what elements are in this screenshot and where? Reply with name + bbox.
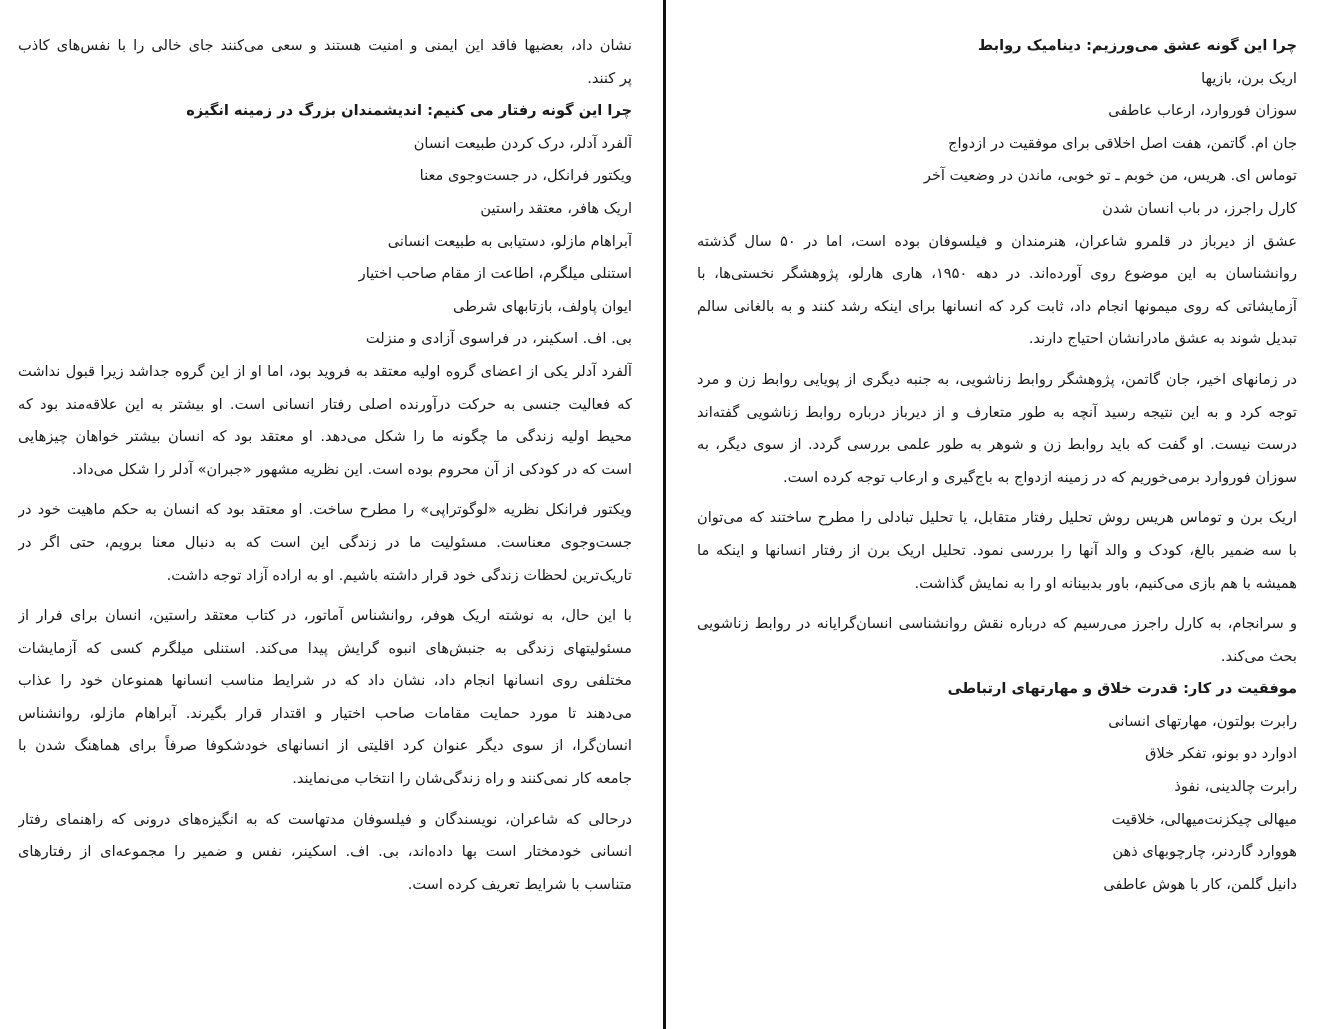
paragraph-line: روانشناسان به این موضوع روی آورده‌اند. در دهه ۱۹۵۰، هاری هارلو، پژوهشگر نخستی‌ها، با bbox=[697, 265, 1297, 283]
paragraph-line: درست نیست. او گفت که باید روابط زن و شوهر به طور علمی بررسی گردد. از سوی دیگر، به bbox=[697, 436, 1297, 454]
section-heading-love: چرا این گونه عشق می‌ورزیم: دینامیک روابط bbox=[978, 37, 1297, 54]
paragraph-line: مختلفی روی انسانها انجام داد، نشان داد که در شرایط مناسب انسانها همنوعان خود را عذاب bbox=[18, 672, 632, 690]
left-page bbox=[18, 30, 632, 901]
paragraph bbox=[18, 804, 632, 902]
reference-item: رابرت چالدینی، نفوذ bbox=[1174, 778, 1297, 796]
paragraph-line: است که در کودکی از آن محروم بوده است. این نظریه مشهور «جبران» آدلر را شکل می‌داد. bbox=[71, 460, 632, 478]
paragraph bbox=[18, 356, 632, 486]
reference-item: ویکتور فرانکل، در جست‌وجوی معنا bbox=[419, 167, 632, 185]
paragraph-line: در زمانهای اخیر، جان گاتمن، پژوهشگر روابط زناشویی، به جنبه دیگری از پویایی روابط زن و مرد bbox=[697, 370, 1297, 388]
paragraph-line: تبدیل شوند به عشق مادرانشان احتیاج دارند. bbox=[1028, 330, 1297, 348]
paragraph-line: مسئولیتهای زندگی به جنبش‌های انبوه گرایش پیدا می‌کند. استنلی میلگرم کسی که آزمایشات bbox=[18, 639, 632, 657]
reference-item: بی. اف. اسکینر، در فراسوی آزادی و منزلت bbox=[365, 330, 632, 348]
reference-item: اریک برن، بازیها bbox=[1201, 69, 1297, 87]
paragraph-line: محیط اولیه زندگی ما چگونه ما را شکل می‌دهد. او معتقد بود که انسان بیشتر خواهان چیزهایی bbox=[18, 428, 632, 446]
paragraph-line: بحث می‌کند. bbox=[1220, 647, 1297, 665]
paragraph bbox=[697, 502, 1297, 600]
reference-list-love bbox=[697, 63, 1297, 226]
reference-item: توماس ای. هریس، من خوبم ـ تو خوبی، ماندن در وضعیت آخر bbox=[923, 167, 1297, 185]
reference-item: هووارد گاردنر، چارچوبهای ذهن bbox=[1112, 843, 1297, 861]
paragraph-line: اریک برن و توماس هریس روش تحلیل رفتار متقابل، یا تحلیل تبادلی را مطرح ساختند که می‌توان bbox=[697, 509, 1297, 527]
paragraph bbox=[697, 608, 1297, 673]
paragraph-line: عشق از دیرباز در قلمرو شاعران، هنرمندان و فیلسوفان بوده است، اما در ۵۰ سال گذشته bbox=[697, 232, 1297, 250]
section-heading-work: موفقیت در کار: قدرت خلاق و مهارتهای ارتباطی bbox=[947, 680, 1297, 698]
paragraph-line: که فعالیت جنسی به حرکت درآورنده اصلی رفتار انسانی است. او بیشتر به این علاقه‌مند بود که bbox=[18, 395, 632, 413]
reference-item: جان ام. گاتمن، هفت اصل اخلاقی برای موفقیت در ازدواج bbox=[948, 134, 1297, 152]
paragraph bbox=[697, 226, 1297, 356]
reference-item: کارل راجرز، در باب انسان شدن bbox=[1102, 199, 1297, 217]
paragraph-line: با این حال، به نوشته اریک هوفر، روانشناس آماتور، در کتاب معتقد راستین، انسان برای فرار از bbox=[18, 607, 632, 625]
paragraph-line: همیشه با هم بازی می‌کنیم، باور بدبینانه او را به نمایش گذاشت. bbox=[914, 574, 1297, 592]
paragraph-line: جست‌وجوی معناست. مسئولیت ما در زندگی این است که به دنبال معنا برویم، حتی اگر در bbox=[18, 533, 632, 551]
reference-item: ادوارد دو بونو، تفکر خلاق bbox=[1145, 745, 1297, 763]
reference-item: میهالی چیکزنت‌میهالی، خلاقیت bbox=[1111, 810, 1297, 828]
paragraph-line: متناسب با شرایط تعریف کرده است. bbox=[407, 875, 632, 893]
reference-list-work bbox=[697, 706, 1297, 902]
paragraph-line: جامعه کار نمی‌کنند و راه زندگی‌شان را انتخاب می‌نمایند. bbox=[292, 770, 632, 788]
paragraph-line: تاریک‌ترین لحظات زندگی خود قرار داشته باشیم. او به اراده آزاد توجه داشت. bbox=[166, 566, 632, 584]
paragraph-line: درحالی که شاعران، نویسندگان و فیلسوفان مدتهاست که به انگیزه‌های درونی که راهنمای رفتار bbox=[18, 810, 632, 828]
paragraph-line: نشان داد، بعضیها فاقد این ایمنی و امنیت هستند و سعی می‌کنند جای خالی را با نفس‌های کاذب bbox=[18, 37, 632, 54]
reference-item: ایوان پاولف، بازتابهای شرطی bbox=[453, 297, 632, 315]
paragraph bbox=[18, 600, 632, 796]
right-page bbox=[697, 30, 1297, 901]
paragraph-line: پر کنند. bbox=[587, 69, 632, 87]
reference-item: آبراهام مازلو، دستیابی به طبیعت انسانی bbox=[387, 232, 632, 250]
paragraph-line: انسانی خودمختار است بها داده‌اند، بی. اف. اسکینر، نفس و ضمیر را مجموعه‌ای از رفتارهای bbox=[18, 843, 632, 861]
reference-list-motivation bbox=[18, 128, 632, 356]
paragraph-line: با سه ضمیر بالغ، کودک و والد آنها را بررسی نمود. تحلیل اریک برن از رفتار انسانها و اینکه ما bbox=[697, 541, 1297, 559]
reference-item: اریک هافر، معتقد راستین bbox=[480, 199, 632, 217]
page-divider bbox=[663, 0, 666, 1029]
paragraph bbox=[697, 364, 1297, 494]
paragraph-line: آزمایشاتی که روی میمونها انجام داد، ثابت کرد که انسانها برای اینکه رشد کنند و به بالغانی سالم bbox=[697, 297, 1297, 315]
paragraph-line: و سرانجام، به کارل راجرز می‌رسیم که درباره نقش روانشناسی انسان‌گرایانه در روابط زناشویی bbox=[697, 615, 1297, 633]
paragraph-line: آلفرد آدلر یکی از اعضای گروه اولیه معتقد به فروید بود، اما او از این گروه جداشد زیرا قبول نداشت bbox=[18, 362, 632, 380]
paragraph-line: می‌دهند تا مورد حمایت مقامات صاحب اختیار و اقتدار قرار بگیرند. آبراهام مازلو، روانشناس bbox=[18, 704, 632, 722]
paragraph bbox=[18, 494, 632, 592]
paragraph-line: انسان‌گرا، از سوی دیگر عنوان کرد اقلیتی از انسانهای خودشکوفا صرفاً برای هماهنگ شدن با bbox=[18, 737, 632, 755]
paragraph-line: ویکتور فرانکل نظریه «لوگوتراپی» را مطرح ساخت. او معتقد بود که انسان به حکم ماهیت خود در bbox=[18, 501, 632, 519]
section-heading-motivation: چرا این گونه رفتار می کنیم: اندیشمندان بزرگ در زمینه انگیزه bbox=[186, 102, 632, 120]
reference-item: رابرت بولتون، مهارتهای انسانی bbox=[1108, 712, 1297, 730]
reference-item: دانیل گلمن، کار با هوش عاطفی bbox=[1103, 875, 1297, 893]
reference-item: آلفرد آدلر، درک کردن طبیعت انسان bbox=[413, 134, 632, 152]
reference-item: سوزان فوروارد، ارعاب عاطفی bbox=[1108, 102, 1297, 120]
paragraph-line: توجه کرد و به این نتیجه رسید آنچه به طور متعارف و از دیرباز درباره روابط زناشویی گفته‌اند bbox=[697, 403, 1297, 421]
reference-item: استنلی میلگرم، اطاعت از مقام صاحب اختیار bbox=[358, 265, 632, 283]
paragraph-line: سوزان فوروارد برمی‌خوریم که در زمینه ازدواج به باج‌گیری و ارعاب توجه کرده است. bbox=[782, 468, 1297, 486]
paragraph bbox=[18, 30, 632, 95]
